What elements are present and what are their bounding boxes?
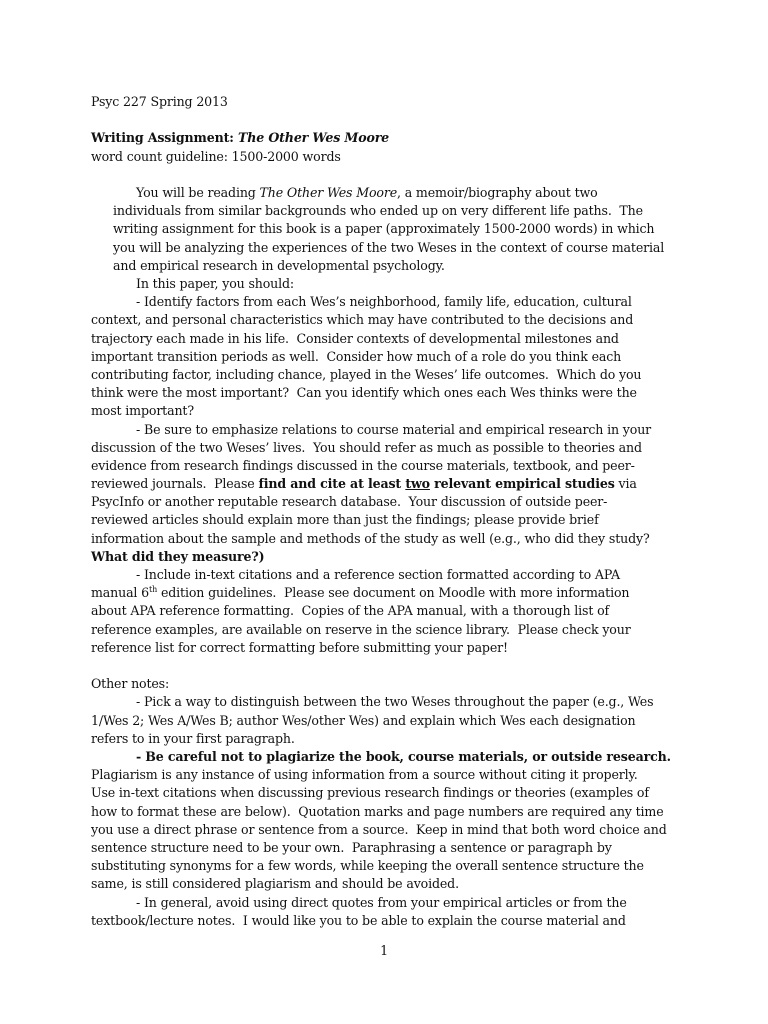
assignment-title <box>91 129 389 147</box>
plagiarism-line: Use in-text citations when discussing previous research findings or theories (examples of <box>91 785 649 800</box>
emphasis-line: discussion of the two Weses’ lives. You should refer as much as possible to theories and <box>91 440 642 455</box>
citation-text: edition guidelines. Please see document on Moodle with more information <box>157 585 630 600</box>
book-title: The Other Wes Moore <box>238 130 390 145</box>
emphasis-line: - Be sure to emphasize relations to course material and empirical research in your <box>136 422 652 437</box>
emphasis-text: reviewed journals. Please <box>91 476 259 491</box>
factors-line: think were the most important? Can you identify which ones each Wes thinks were the <box>91 385 637 400</box>
intro-line: individuals from similar backgrounds who ended up on very different life paths. The <box>113 203 643 218</box>
factors-line: context, and personal characteristics which may have contributed to the decisions and <box>91 312 634 327</box>
citation-line <box>91 584 629 602</box>
emphasis-line: reviewed articles should explain more than just the findings; please provide brief <box>91 512 599 527</box>
factors-line: most important? <box>91 403 194 418</box>
factors-line: trajectory each made in his life. Consider contexts of developmental milestones and <box>91 331 619 346</box>
quotes-line: textbook/lecture notes. I would like you to be able to explain the course material and <box>91 913 626 928</box>
distinguish-line: - Pick a way to distinguish between the two Weses throughout the paper (e.g., Wes <box>136 694 654 709</box>
emphasis-line: information about the sample and methods of the study as well (e.g., who did they study? <box>91 531 650 546</box>
quotes-line: - In general, avoid using direct quotes from your empirical articles or from the <box>136 895 627 910</box>
emphasis-line: What did they measure?) <box>91 549 265 564</box>
intro-text: , a memoir/biography about two <box>397 185 598 200</box>
citation-line: reference list for correct formatting before submitting your paper! <box>91 640 508 655</box>
emphasis-line <box>91 475 637 493</box>
plagiarism-line: you use a direct phrase or sentence from a source. Keep in mind that both word choice and <box>91 822 667 837</box>
intro-book-title: The Other Wes Moore <box>259 185 398 200</box>
factors-line: contributing factor, including chance, played in the Weses’ life outcomes. Which do you <box>91 367 642 382</box>
intro-text: You will be reading <box>136 185 260 200</box>
emphasis-line: evidence from research findings discussed in the course materials, textbook, and peer- <box>91 458 635 473</box>
emphasis-bold-text: find and cite at least <box>258 476 406 491</box>
emphasis-underlined-text: two <box>405 476 430 491</box>
plagiarism-line: sentence structure need to be your own. Paraphrasing a sentence or paragraph by <box>91 840 612 855</box>
factors-line: important transition periods as well. Consider how much of a role do you think each <box>91 349 622 364</box>
course-heading: Psyc 227 Spring 2013 <box>91 94 228 109</box>
citation-line: about APA reference formatting. Copies of the APA manual, with a thorough list of <box>91 603 610 618</box>
emphasis-bold-text: relevant empirical studies <box>429 476 615 491</box>
intro-line: and empirical research in developmental psychology. <box>113 258 445 273</box>
intro-line: writing assignment for this book is a paper (approximately 1500-2000 words) in which <box>113 221 655 236</box>
plagiarism-line: how to format these are below). Quotation marks and page numbers are required any time <box>91 804 664 819</box>
citation-text: manual 6 <box>91 585 150 600</box>
plagiarism-line: substituting synonyms for a few words, while keeping the overall sentence structure the <box>91 858 644 873</box>
factors-line: - Identify factors from each Wes’s neighborhood, family life, education, cultural <box>136 294 632 309</box>
intro-line <box>136 184 598 202</box>
word-count-guideline: word count guideline: 1500-2000 words <box>91 149 341 164</box>
citation-line: - Include in-text citations and a reference section formatted according to APA <box>136 567 620 582</box>
superscript: th <box>149 584 158 594</box>
citation-line: reference examples, are available on reserve in the science library. Please check your <box>91 622 631 637</box>
plagiarism-warning: - Be careful not to plagiarize the book, course materials, or outside research. <box>136 749 671 764</box>
intro-line: you will be analyzing the experiences of the two Weses in the context of course material <box>113 240 665 255</box>
assignment-label: Writing Assignment: <box>91 130 238 145</box>
distinguish-line: refers to in your first paragraph. <box>91 731 295 746</box>
emphasis-line: PsycInfo or another reputable research database. Your discussion of outside peer- <box>91 494 608 509</box>
page-number: 1 <box>380 943 388 958</box>
emphasis-text: via <box>614 476 637 491</box>
paper-lead: In this paper, you should: <box>136 276 294 291</box>
plagiarism-line: Plagiarism is any instance of using information from a source without citing it properly. <box>91 767 638 782</box>
distinguish-line: 1/Wes 2; Wes A/Wes B; author Wes/other Wes) and explain which Wes each designation <box>91 713 636 728</box>
other-notes-heading: Other notes: <box>91 676 170 691</box>
plagiarism-line: same, is still considered plagiarism and should be avoided. <box>91 876 459 891</box>
